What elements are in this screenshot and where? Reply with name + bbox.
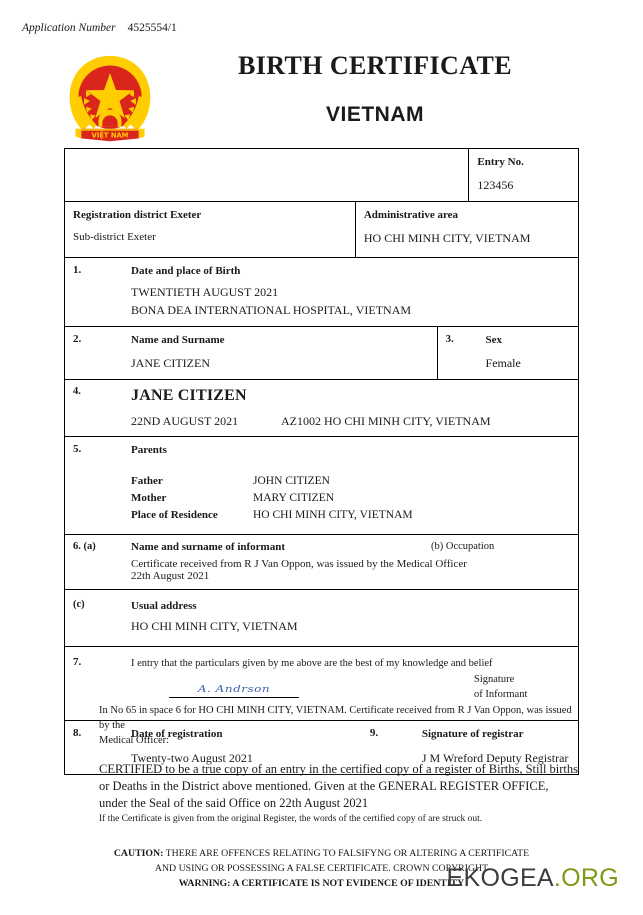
table-row-informant <box>65 535 578 590</box>
page-title: BIRTH CERTIFICATE <box>238 51 512 80</box>
registration-district-cell <box>65 202 355 257</box>
section8-label: Date of registration <box>131 727 223 740</box>
registrar-signature-value: J M Wreford Deputy Registrar <box>421 750 569 765</box>
administrative-area-label: Administrative area <box>363 209 459 222</box>
struck-out-note: If the Certificate is given from the original Register, the words of the certified copy of are struck out. <box>99 814 483 825</box>
sub-district-value: Sub-district Exeter <box>73 231 156 244</box>
residence-label: Place of Residence <box>131 509 218 521</box>
mother-row <box>131 490 570 507</box>
application-number-label: Application Number <box>22 22 116 34</box>
informant-signature-text: A. Andrson <box>197 683 271 695</box>
ekogea-logo-name: EKOGEA <box>446 864 554 892</box>
section2-number: 2. <box>73 333 82 346</box>
section7-number: 7. <box>73 655 82 668</box>
caution-line-1 <box>64 847 579 862</box>
certified-underlined: the certified copy <box>321 761 410 776</box>
ekogea-logo-tld: .ORG <box>553 864 619 892</box>
mother-value: MARY CITIZEN <box>253 491 335 504</box>
caution-text-1: THERE ARE OFFENCES RELATING TO FALSIFYNG OR ALTERING A CERTIFICATE <box>163 848 530 860</box>
father-label: Father <box>131 474 163 487</box>
residence-value: HO CHI MINH CITY, VIETNAM <box>253 509 413 521</box>
informant-line1: Certificate received from R J Van Oppon, was issued by the Medical Officer <box>131 558 467 571</box>
vietnam-national-emblem-icon <box>62 52 158 148</box>
certified-part2: of a register of Births, Still births or Deaths in the District above mentioned. Given at the GENERAL REGISTER OFFICE, under the Seal of the said Office on 22th August 2021 <box>99 761 579 811</box>
application-number-value: 4525554/1 <box>127 22 177 34</box>
administrative-area-value: HO CHI MINH CITY, VIETNAM <box>363 231 531 246</box>
father-value: JOHN CITIZEN <box>253 474 330 487</box>
footer-note-line2: Medical Officer: <box>99 735 170 747</box>
informant-line2: 22th August 2021 <box>131 570 210 583</box>
section6a-number: 6. (a) <box>73 541 96 553</box>
section6a-cell <box>65 535 578 589</box>
registration-district-label: Registration district Exeter <box>73 209 202 222</box>
residence-row <box>131 507 570 524</box>
child-name-value: JANE CITIZEN <box>131 355 210 370</box>
section6c-number: (c) <box>73 599 85 611</box>
registration-date-value: 22ND AUGUST 2021 <box>131 413 239 428</box>
informant-signature <box>169 682 299 698</box>
section3-cell <box>437 327 578 379</box>
birth-date-value: TWENTIETH AUGUST 2021 <box>131 285 279 300</box>
section9-label: Signature of registrar <box>421 727 524 740</box>
entry-blank-cell <box>65 149 468 201</box>
section6c-label: Usual address <box>131 600 197 613</box>
administrative-area-cell <box>355 202 578 257</box>
footer-note-line1: In No 65 in space 6 for HO CHI MINH CITY, VIETNAM. Certificate received from R J Van Oppon, was issued by the <box>99 705 572 732</box>
certified-part1: CERTIFIED to be a true copy of an entry in <box>99 761 322 776</box>
section1-label: Date and place of Birth <box>131 265 241 278</box>
birth-place-value: BONA DEA INTERNATIONAL HOSPITAL, VIETNAM <box>131 302 412 317</box>
section9-number: 9. <box>369 726 379 739</box>
entry-no-value: 123456 <box>477 177 514 192</box>
footer-block <box>64 703 579 891</box>
table-row-usual-address <box>65 590 578 646</box>
sex-value: Female <box>485 355 521 370</box>
usual-address-value: HO CHI MINH CITY, VIETNAM <box>131 619 298 634</box>
signature-caption-line2: of Informant <box>474 688 528 700</box>
registration-place-value: AZ1002 HO CHI MINH CITY, VIETNAM <box>281 413 491 428</box>
entry-no-label: Entry No. <box>477 156 524 168</box>
mother-label: Mother <box>131 491 167 504</box>
signature-rule <box>169 697 299 698</box>
section3-number: 3. <box>445 333 454 346</box>
section4-number: 4. <box>73 386 81 398</box>
section5-cell <box>65 437 578 535</box>
table-row-registration-district <box>65 202 578 258</box>
warning-line: WARNING: A CERTIFICATE IS NOT EVIDENCE OF IDENTITY <box>178 877 465 889</box>
section2-label: Name and Surname <box>131 334 225 347</box>
section2-cell <box>65 327 437 379</box>
emblem-banner-text: VIỆT NAM <box>91 131 129 140</box>
table-row-entry <box>65 149 578 202</box>
registered-name-value: JANE CITIZEN <box>131 387 247 405</box>
application-number <box>22 22 177 34</box>
table-row-name-sex <box>65 327 578 380</box>
father-row <box>131 473 570 490</box>
certified-paragraph <box>99 761 579 813</box>
country-title: VIETNAM <box>326 102 424 126</box>
section3-label: Sex <box>485 334 503 347</box>
certificate-table <box>64 148 579 775</box>
table-row-registered-name <box>65 380 578 436</box>
section4-cell <box>65 380 578 435</box>
signature-caption <box>474 672 560 702</box>
declaration-statement: I entry that the particulars given by me above are the best of my knowledge and belief <box>131 657 493 669</box>
ekogea-logo <box>447 864 620 893</box>
occupation-label: (b) Occupation <box>431 541 495 553</box>
signature-caption-line1: Signature <box>474 673 515 685</box>
section5-number: 5. <box>73 442 82 455</box>
caution-label: CAUTION: <box>113 848 164 860</box>
title-block <box>170 52 580 127</box>
section1-cell <box>65 258 578 326</box>
entry-no-cell <box>468 149 578 201</box>
table-row-parents <box>65 437 578 536</box>
section5-label: Parents <box>131 443 167 456</box>
table-row-birth <box>65 258 578 327</box>
section6c-cell <box>65 590 578 645</box>
caution-line-2: AND USING OR POSSESSING A FALSE CERTIFICATE. CROWN COPYRIGHT <box>154 862 489 874</box>
section8-number: 8. <box>73 726 82 739</box>
section6a-label: Name and surname of informant <box>131 541 285 554</box>
section1-number: 1. <box>73 264 82 277</box>
date-of-registration-value: Twenty-two August 2021 <box>131 750 253 765</box>
